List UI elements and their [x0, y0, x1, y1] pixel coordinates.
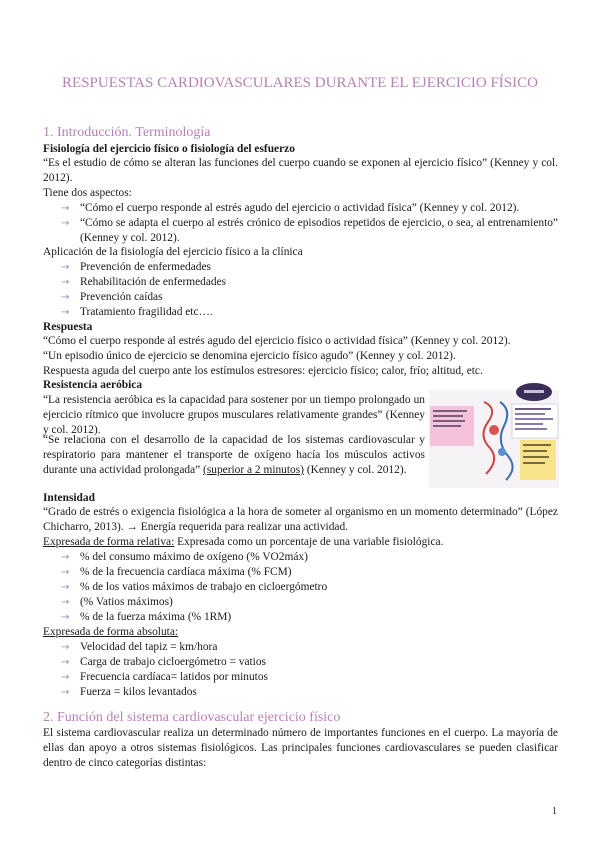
relativa-item: (% Vatios máximos) — [80, 596, 173, 608]
arrow-bullet-icon: → — [61, 218, 70, 229]
arrow-bullet-icon: → — [61, 262, 70, 273]
aplicacion-item: Tratamiento fragilidad etc…. — [80, 306, 213, 318]
absoluta-item: Fuerza = kilos levantados — [80, 686, 197, 698]
section-2-heading: 2. Función del sistema cardiovascular ejercicio físico — [43, 710, 341, 725]
aplicacion-item: Rehabilitación de enfermedades — [80, 276, 227, 288]
cardiovascular-figure — [428, 382, 560, 490]
arrow-bullet-icon: → — [61, 203, 70, 214]
arrow-bullet-icon: → — [61, 657, 70, 668]
section-2-paragraph: El sistema cardiovascular realiza un determinado número de importantes funciones en el cuerpo. La mayoría de ellas dan apoyo a otros sistemas fisiológicos. Las principales funciones cardiovasculares se pueden clasificar dentro de cinco categorías distintas: — [43, 727, 558, 769]
aplicacion-item: Prevención de enfermedades — [80, 261, 211, 273]
aspecto-item: “Cómo el cuerpo responde al estrés agudo del ejercicio o actividad física” (Kenney y col. 2012). — [80, 202, 520, 214]
arrow-bullet-icon: → — [61, 552, 70, 563]
resistencia-text: “Se relaciona con el desarrollo de la capacidad de los sistemas cardiovascular y respiratorio para mantener el transporte de oxígeno hacía los músculos activos durante una actividad prolongada” — [43, 434, 425, 476]
document-title: RESPUESTAS CARDIOVASCULARES DURANTE EL EJERCICIO FÍSICO — [62, 75, 538, 91]
respuesta-paragraph-3: Respuesta aguda del cuerpo ante los estímulos estresores: ejercicio físico; calor, frío; altitud, etc. — [43, 365, 483, 377]
arrow-bullet-icon: → — [61, 582, 70, 593]
intensidad-definition: “Grado de estrés o exigencia fisiológica a la hora de someter al organismo en un momento determinado” (López Chicharro, 2013). → Energía requerida para realizar una actividad. — [43, 506, 558, 533]
arrow-bullet-icon: → — [61, 277, 70, 288]
resistencia-heading: Resistencia aeróbica — [43, 379, 143, 391]
absoluta-label: Expresada de forma absoluta: — [43, 626, 179, 638]
absoluta-item: Velocidad del tapiz = km/hora — [80, 641, 218, 653]
arrow-bullet-icon: → — [61, 612, 70, 623]
arrow-bullet-icon: → — [61, 642, 70, 653]
relativa-item: % del consumo máximo de oxígeno (% VO2máx) — [80, 551, 308, 563]
page-number: 1 — [552, 806, 557, 817]
aplicacion-heading: Aplicación de la fisiología del ejercicio físico a la clínica — [43, 246, 303, 258]
arrow-bullet-icon: → — [61, 597, 70, 608]
arrow-bullet-icon: → — [61, 292, 70, 303]
arrow-bullet-icon: → — [61, 672, 70, 683]
fisiologia-heading: Fisiología del ejercicio físico o fisiología del esfuerzo — [43, 143, 295, 155]
relativa-item: % de los vatios máximos de trabajo en cicloergómetro — [80, 581, 328, 593]
resistencia-paragraph-1: “La resistencia aeróbica es la capacidad para sostener por un tiempo prolongado un ejercicio rítmico que involucre grupos musculares relativamente grandes” (Kenney y col. 2012). — [43, 394, 425, 436]
arrow-bullet-icon: → — [61, 687, 70, 698]
relativa-label: Expresada de forma relativa: — [43, 536, 175, 548]
fisiologia-definition: “Es el estudio de cómo se alteran las funciones del cuerpo cuando se exponen al ejercicio físico” (Kenney y col. 2012). — [43, 157, 558, 184]
absoluta-item: Carga de trabajo cicloergómetro = vatios — [80, 656, 266, 668]
section-1-heading: 1. Introducción. Terminología — [43, 125, 211, 140]
respuesta-paragraph-1: “Cómo el cuerpo responde al estrés agudo del ejercicio físico o actividad física” (Kenney y col. 2012). — [43, 335, 511, 347]
relativa-text: Expresada como un porcentaje de una variable fisiológica. — [174, 536, 444, 548]
arrow-bullet-icon: → — [61, 307, 70, 318]
resistencia-citation: (Kenney y col. 2012). — [303, 464, 407, 476]
arrow-bullet-icon: → — [61, 567, 70, 578]
respuesta-heading: Respuesta — [43, 321, 93, 333]
aplicacion-item: Prevención caídas — [80, 291, 163, 303]
tiene-dos-aspectos: Tiene dos aspectos: — [43, 187, 132, 199]
resistencia-paragraph-2 — [43, 433, 425, 478]
relativa-item: % de la fuerza máxima (% 1RM) — [80, 611, 232, 623]
aspecto-item: “Cómo se adapta el cuerpo al estrés crónico de episodios repetidos de ejercicio, o sea, al entrenamiento” (Kenney y col. 2012). — [80, 217, 558, 244]
relativa-paragraph — [43, 535, 558, 550]
resistencia-duration: (superior a 2 minutos) — [203, 464, 304, 476]
relativa-item: % de la frecuencia cardíaca máxima (% FCM) — [80, 566, 292, 578]
respuesta-paragraph-2: “Un episodio único de ejercicio se denomina ejercicio físico agudo” (Kenney y col. 2012). — [43, 350, 456, 362]
intensidad-heading: Intensidad — [43, 492, 95, 504]
absoluta-item: Frecuencia cardíaca= latidos por minutos — [80, 671, 268, 683]
